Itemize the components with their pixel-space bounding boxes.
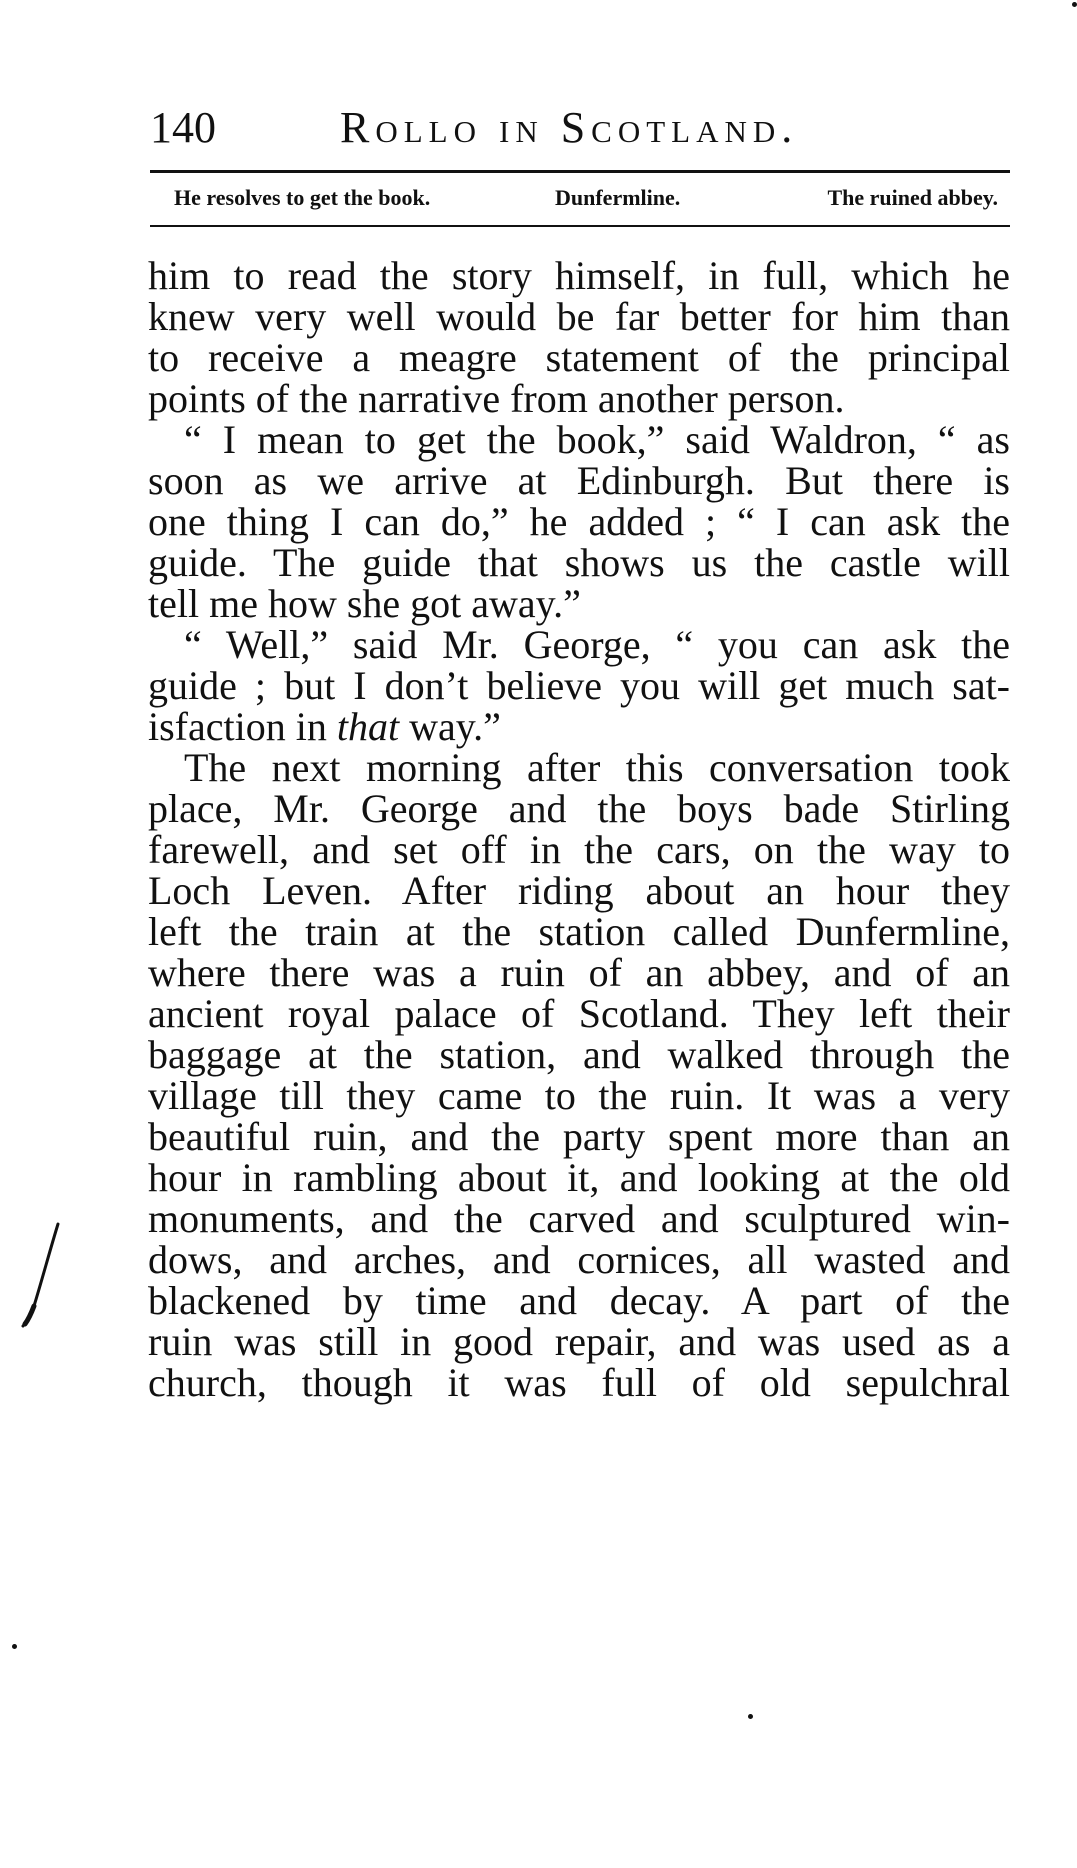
text-line: ancient royal palace of Scotland. They left their <box>148 991 1010 1036</box>
text-line: guide ; but I don’t believe you will get much sat- <box>148 663 1010 708</box>
speck <box>12 1644 17 1649</box>
text-line: “ Well,” said Mr. George, “ you can ask the <box>184 622 1010 667</box>
text-line: to receive a meagre statement of the principal <box>148 335 1010 380</box>
text-line: left the train at the station called Dunfermline, <box>148 909 1010 954</box>
subhead-right: The ruined abbey. <box>827 185 998 210</box>
text-line: church, though it was full of old sepulchral <box>148 1360 1010 1405</box>
text-line: baggage at the station, and walked through the <box>148 1032 1010 1077</box>
subheads <box>150 178 1010 218</box>
text-line: where there was a ruin of an abbey, and of an <box>148 950 1010 995</box>
text-line: Loch Leven. After riding about an hour they <box>148 868 1010 913</box>
margin-pencil-mark <box>20 1220 64 1330</box>
text-line: points of the narrative from another person. <box>148 376 845 421</box>
text-line: place, Mr. George and the boys bade Stirling <box>148 786 1010 831</box>
text-line: beautiful ruin, and the party spent more than an <box>148 1114 1010 1159</box>
text-line: one thing I can do,” he added ; “ I can ask the <box>148 499 1010 544</box>
text-line: him to read the story himself, in full, which he <box>148 253 1010 298</box>
text-line: guide. The guide that shows us the castle will <box>148 540 1010 585</box>
text-line: village till they came to the ruin. It was a very <box>148 1073 1010 1118</box>
text-line: soon as we arrive at Edinburgh. But there is <box>148 458 1010 503</box>
book-title: Rollo in Scotland. <box>340 103 799 152</box>
subhead-left: He resolves to get the book. <box>174 185 431 210</box>
subhead-center: Dunfermline. <box>555 185 681 210</box>
text-line: The next morning after this conversation took <box>184 745 1010 790</box>
text-line: dows, and arches, and cornices, all wasted and <box>148 1237 1010 1282</box>
speck <box>1072 2 1077 7</box>
text-line: knew very well would be far better for him than <box>148 294 1010 339</box>
speck <box>748 1714 753 1719</box>
text-line: tell me how she got away.” <box>148 581 581 626</box>
text-line: hour in rambling about it, and looking at the old <box>148 1155 1010 1200</box>
text-line: ruin was still in good repair, and was used as a <box>148 1319 1010 1364</box>
text-run: way.” <box>409 704 501 749</box>
text-run: isfaction in <box>148 704 327 749</box>
running-head <box>150 100 1010 156</box>
text-line: farewell, and set off in the cars, on the way to <box>148 827 1010 872</box>
page-number: 140 <box>150 103 216 152</box>
text-line: monuments, and the carved and sculptured win- <box>148 1196 1010 1241</box>
italic-emphasis: that <box>336 704 400 749</box>
text-line: blackened by time and decay. A part of the <box>148 1278 1010 1323</box>
header-rule-bottom <box>150 225 1010 227</box>
header-rule-top <box>150 170 1010 173</box>
text-line: “ I mean to get the book,” said Waldron, “ as <box>184 417 1010 462</box>
